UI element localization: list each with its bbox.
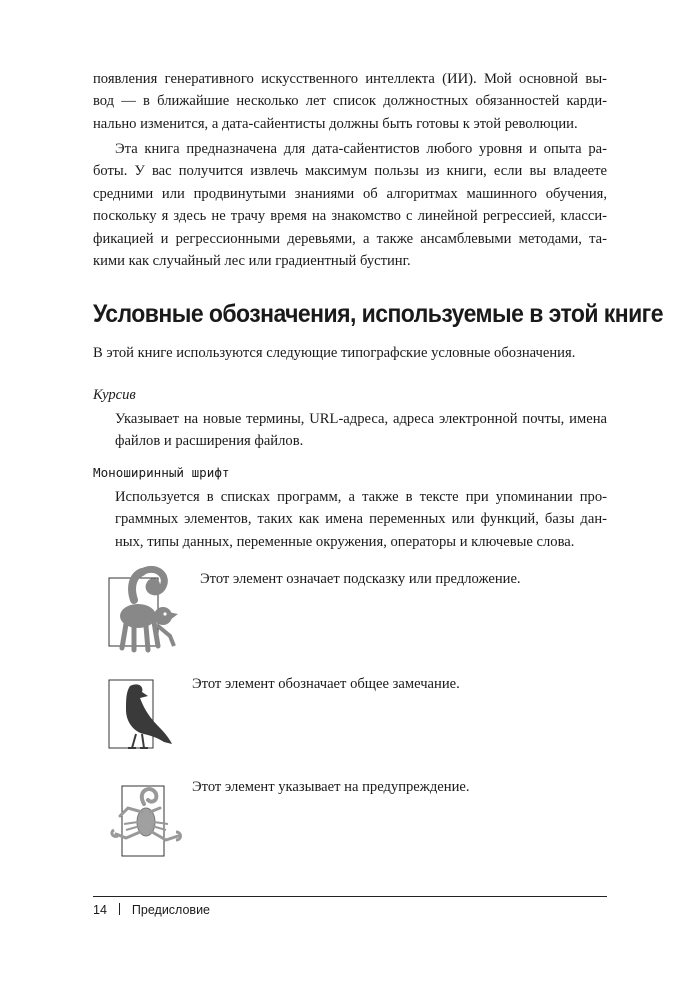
definition-line: файлов и расширения файлов. [115,433,304,450]
footer-section: Предисловие [131,903,211,917]
paragraph-1 [93,68,607,135]
paragraph-line: появления генеративного искусственного интеллекта (ИИ). Мой основной вы- [93,71,607,87]
convention-definition-monospace [115,486,607,553]
section-heading: Условные обозначения, используемые в этой книге [93,300,663,328]
tip-text: Этот элемент означает подсказку или предложение. [200,571,521,587]
paragraph-line: нально изменится, а дата-сайентисты должны быть готовы к этой революции. [93,115,578,132]
paragraph-line: Эта книга предназначена для дата-сайентистов любого уровня и опыта ра- [115,141,607,157]
paragraph-line: вод — в ближайшие несколько лет список должностных обязанностей карди- [93,93,607,110]
convention-definition-italic [115,408,607,453]
convention-term-italic: Курсив [93,387,136,403]
paragraph-line: боты. У вас получится извлечь максимум пользы из книги, если вы владеете [93,163,607,180]
paragraph-line: поскольку я здесь не трачу время на знакомство с линейной регрессией, класси- [93,208,607,225]
section-intro: В этой книге используются следующие типографские условные обозначения. [93,345,576,361]
definition-line: Используется в списках программ, а также в тексте при упоминании про- [115,489,607,505]
page-number: 14 [93,903,107,917]
scorpion-icon [108,782,184,858]
paragraph-line: кими как случайный лес или градиентный бустинг. [93,253,411,270]
warning-text: Этот элемент указывает на предупреждение. [192,779,470,795]
page-footer [93,903,210,917]
lemur-icon [108,566,182,658]
definition-line: граммных элементов, таких как имена переменных или функций, базы дан- [115,511,607,528]
definition-line: Указывает на новые термины, URL-адреса, адреса электронной почты, имена [115,411,607,427]
crow-icon [108,676,176,752]
note-text: Этот элемент обозначает общее замечание. [192,676,460,692]
footer-rule [93,896,607,897]
footer-separator [119,903,120,915]
definition-line: ных, типы данных, переменные окружения, операторы и ключевые слова. [115,533,575,550]
paragraph-line: средними или продвинутыми знаниями об алгоритмах машинного обучения, [93,185,607,202]
paragraph-line: фикацией и регрессионными деревьями, а также ансамблевыми методами, та- [93,230,607,247]
convention-term-monospace: Моноширинный шрифт [93,465,230,480]
paragraph-2 [93,138,607,272]
